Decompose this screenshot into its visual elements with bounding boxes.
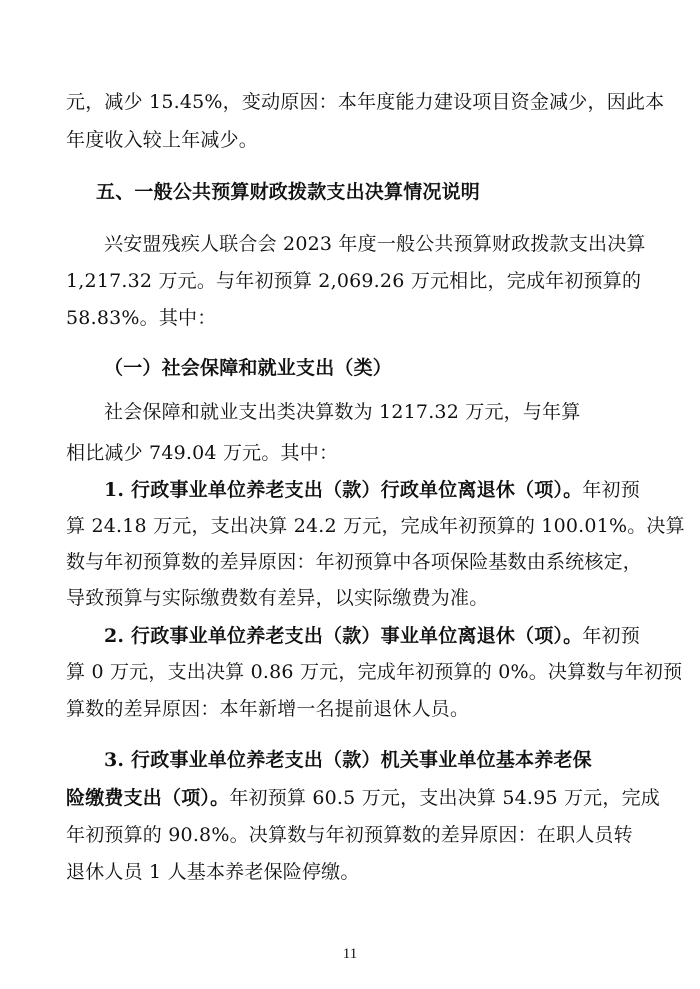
paragraph-line: 导致预算与实际缴费数有差异，以实际缴费为准。 xyxy=(66,587,489,609)
item-heading-line xyxy=(104,478,640,502)
paragraph-line: 社会保障和就业支出类决算数为 1217.32 万元，与年算 xyxy=(104,401,581,423)
item-heading-line xyxy=(104,624,640,648)
paragraph-line: 算 0 万元，支出决算 0.86 万元，完成年初预算的 0%。决算数与年初预 xyxy=(66,661,683,683)
paragraph-line: 数与年初预算数的差异原因：年初预算中各项保险基数由系统核定， xyxy=(66,551,643,573)
item-text: 年初预 xyxy=(582,479,640,501)
paragraph-line: 算 24.18 万元，支出决算 24.2 万元，完成年初预算的 100.01%。决算 xyxy=(66,515,685,537)
paragraph-line: 58.83%。其中： xyxy=(66,307,217,329)
page-number: 11 xyxy=(342,946,358,962)
paragraph-line: 兴安盟残疾人联合会 2023 年度一般公共预算财政拨款支出决算 xyxy=(104,233,646,255)
item-heading-line xyxy=(66,786,660,810)
paragraph-line: 年初预算的 90.8%。决算数与年初预算数的差异原因：在职人员转 xyxy=(66,824,633,846)
subsection-heading: （一）社会保障和就业支出（类） xyxy=(104,357,393,379)
section-heading: 五、一般公共预算财政拨款支出决算情况说明 xyxy=(96,181,481,203)
paragraph-line: 退休人员 1 人基本养老保险停缴。 xyxy=(66,861,360,883)
paragraph-line: 1,217.32 万元。与年初预算 2,069.26 万元相比，完成年初预算的 xyxy=(66,270,642,292)
paragraph-line: 算数的差异原因：本年新增一名提前退休人员。 xyxy=(66,698,470,720)
item-title: 险缴费支出（项）。 xyxy=(66,787,230,809)
paragraph-line: 元，减少 15.45%，变动原因：本年度能力建设项目资金减少，因此本 xyxy=(66,91,665,113)
paragraph-line: 年度收入较上年减少。 xyxy=(66,129,259,151)
item-text: 年初预算 60.5 万元，支出决算 54.95 万元，完成 xyxy=(229,787,660,809)
item-text: 年初预 xyxy=(582,625,640,647)
item-title: 2. 行政事业单位养老支出（款）事业单位离退休（项）。 xyxy=(104,625,583,647)
item-title: 1. 行政事业单位养老支出（款）行政单位离退休（项）。 xyxy=(104,479,583,501)
paragraph-line: 相比减少 749.04 万元。其中： xyxy=(66,442,339,464)
item-heading-line: 3. 行政事业单位养老支出（款）机关事业单位基本养老保 xyxy=(104,749,592,771)
